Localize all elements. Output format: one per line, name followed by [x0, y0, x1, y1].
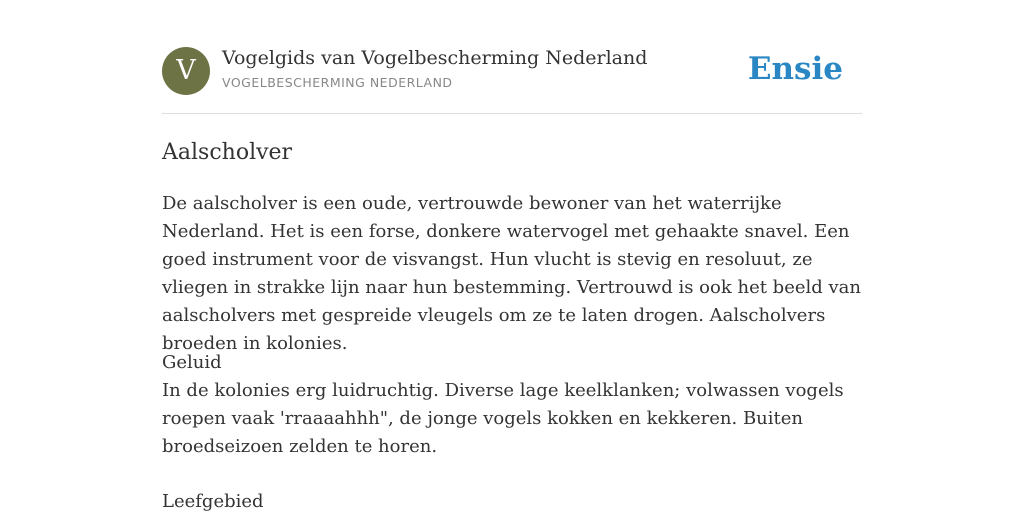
page-container [162, 0, 862, 512]
section-geluid [162, 349, 862, 461]
source-title-link[interactable]: Vogelgids van Vogelbescherming Nederland [222, 47, 648, 69]
source-avatar[interactable]: V [162, 47, 210, 95]
section-heading: Geluid [162, 352, 222, 373]
article-intro: De aalscholver is een oude, vertrouwde bewoner van het waterrijke Nederland. Het is een forse, donkere watervogel met gehaakte snavel. Een goed instrument voor de visvangst. Hun vlucht is stevig en resoluut, ze vliegen in strakke lijn naar hun bestemming. Vertrouwd is ook het beeld van aalscholvers met gespreide vleugels om ze te laten drogen. Aalscholvers broeden in kolonies. [162, 193, 861, 354]
section-heading: Leefgebied [162, 491, 264, 512]
source-header [162, 0, 862, 114]
section-text: In de kolonies erg luidruchtig. Diverse lage keelklanken; volwassen vogels roepen vaak 'rraaaahhh", de jonge vogels kokken en kekkeren. Buiten broedseizoen zelden te horen. [162, 380, 844, 457]
section-leefgebied [162, 488, 862, 512]
article-title: Aalscholver [162, 140, 293, 165]
ensie-logo-link[interactable]: Ensie [747, 51, 843, 87]
source-subtitle: VOGELBESCHERMING NEDERLAND [222, 75, 453, 90]
